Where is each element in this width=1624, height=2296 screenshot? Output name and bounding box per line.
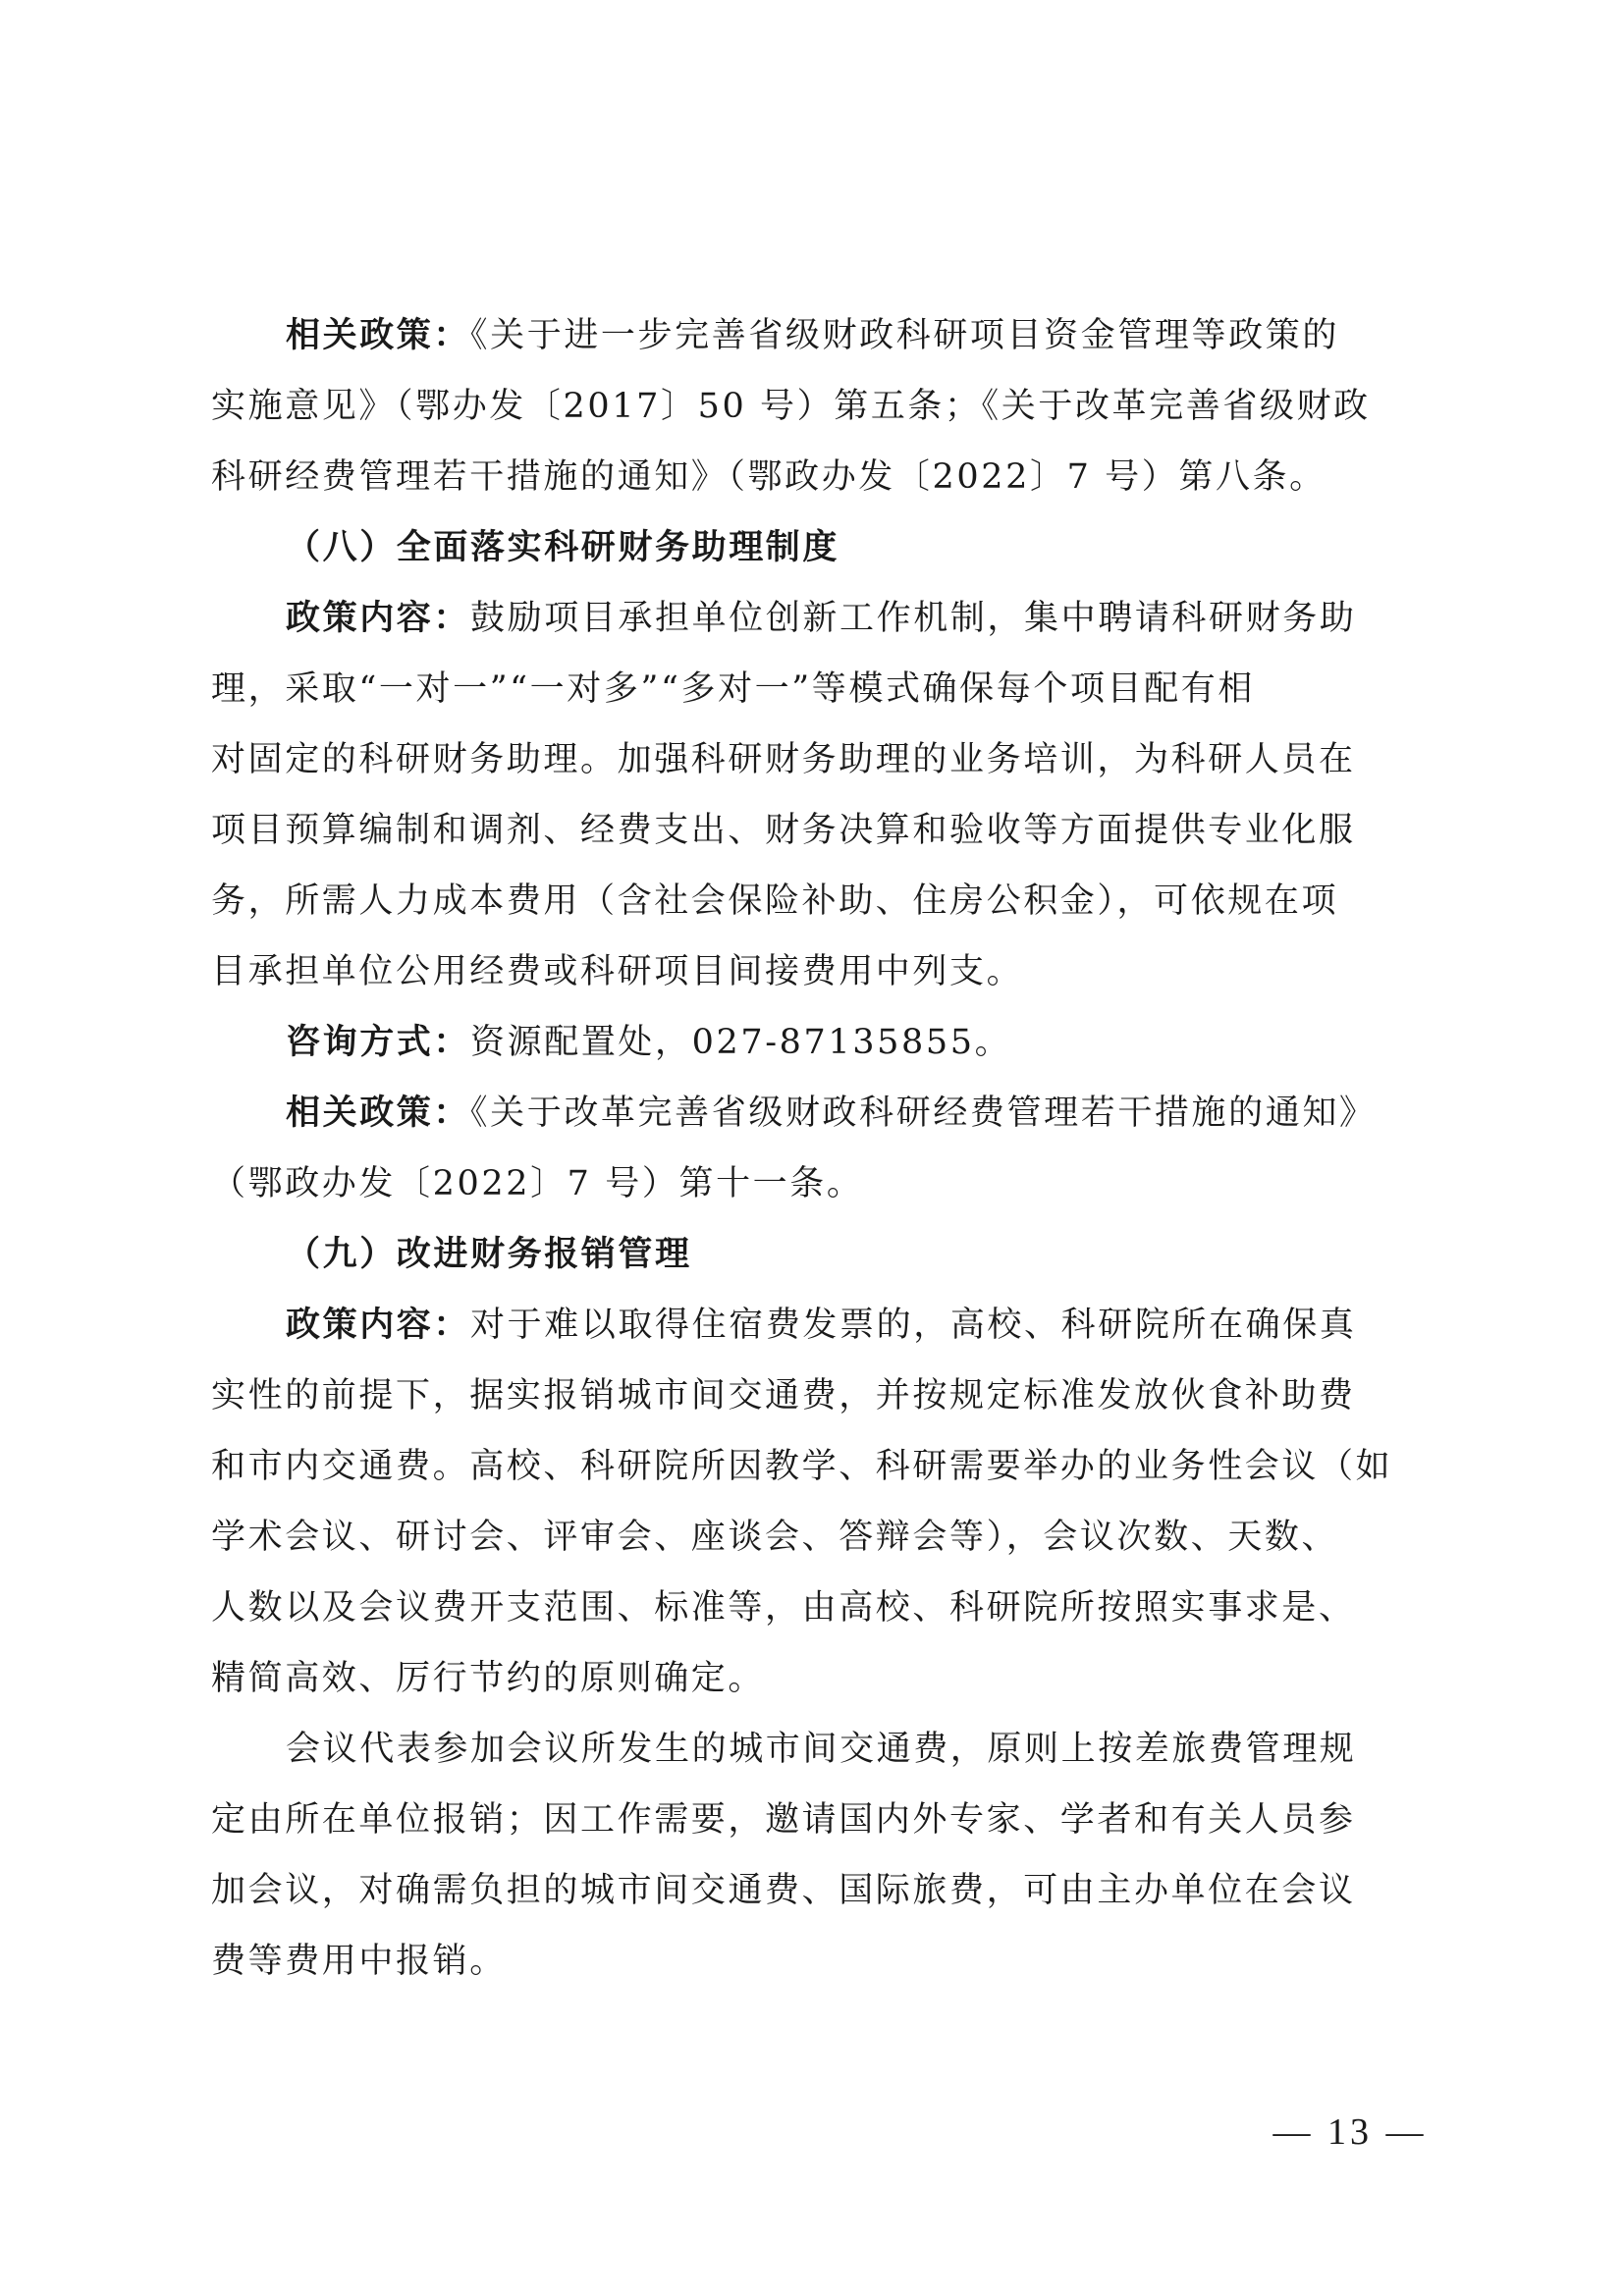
- paragraph-9b-line-3: 加会议，对确需负担的城市间交通费、国际旅费，可由主办单位在会议: [211, 1871, 1356, 1910]
- content-9-label: 政策内容：: [286, 1306, 471, 1345]
- content-9-text-1: 对于难以取得住宿费发票的，高校、科研院所在确保真: [470, 1306, 1357, 1345]
- policy-ref-8-line-2: （鄂政办发〔2022〕7 号）第十一条。: [211, 1164, 864, 1203]
- section-heading-9: （九）改进财务报销管理: [286, 1235, 692, 1274]
- policy-ref-8-line-1: [286, 1092, 1419, 1135]
- policy-ref-a-label: 相关政策：: [286, 316, 471, 355]
- policy-ref-a-text-1: 《关于进一步完善省级财政科研项目资金管理等政策的: [470, 316, 1339, 355]
- paragraph-9b-line-2: 定由所在单位报销；因工作需要，邀请国内外专家、学者和有关人员参: [211, 1800, 1356, 1840]
- paragraph-9b-line-4: 费等费用中报销。: [211, 1942, 507, 1981]
- consult-8-text: 资源配置处，027-87135855。: [470, 1023, 1012, 1062]
- content-9-line-4: 学术会议、研讨会、评审会、座谈会、答辩会等），会议次数、天数、: [211, 1518, 1339, 1557]
- content-8-line-3: 对固定的科研财务助理。加强科研财务助理的业务培训，为科研人员在: [211, 740, 1356, 779]
- paragraph-9b-line-1: 会议代表参加会议所发生的城市间交通费，原则上按差旅费管理规: [286, 1730, 1357, 1769]
- section-heading-8: （八）全面落实科研财务助理制度: [286, 528, 840, 567]
- content-9-line-5: 人数以及会议费开支范围、标准等，由高校、科研院所按照实事求是、: [211, 1588, 1356, 1628]
- content-8-line-1: [286, 597, 1419, 640]
- content-9-line-6: 精简高效、厉行节约的原则确定。: [211, 1659, 766, 1698]
- content-8-line-5: 务，所需人力成本费用（含社会保险补助、住房公积金），可依规在项: [211, 881, 1339, 921]
- content-8-line-4: 项目预算编制和调剂、经费支出、财务决算和验收等方面提供专业化服: [211, 811, 1356, 850]
- consult-8-label: 咨询方式：: [286, 1023, 471, 1062]
- content-8-line-2: 理，采取“一对一”“一对多”“多对一”等模式确保每个项目配有相: [211, 669, 1255, 709]
- page-number: — 13 —: [1272, 2111, 1428, 2153]
- content-8-text-1: 鼓励项目承担单位创新工作机制，集中聘请科研财务助: [470, 599, 1357, 638]
- policy-ref-a-line-2: 实施意见》（鄂办发〔2017〕50 号）第五条；《关于改革完善省级财政: [211, 387, 1371, 426]
- policy-ref-8-text-1: 《关于改革完善省级财政科研经费管理若干措施的通知》: [470, 1094, 1377, 1133]
- consult-8-line: [286, 1021, 1419, 1064]
- policy-ref-8-label: 相关政策：: [286, 1094, 471, 1133]
- content-9-line-3: 和市内交通费。高校、科研院所因教学、科研需要举办的业务性会议（如: [211, 1447, 1393, 1486]
- policy-ref-a-line-3: 科研经费管理若干措施的通知》（鄂政办发〔2022〕7 号）第八条。: [211, 457, 1326, 497]
- content-8-label: 政策内容：: [286, 599, 471, 638]
- policy-ref-a-line-1: [286, 314, 1419, 357]
- content-9-line-2: 实性的前提下，据实报销城市间交通费，并按规定标准发放伙食补助费: [211, 1376, 1356, 1415]
- content-9-line-1: [286, 1304, 1419, 1347]
- content-8-line-6: 目承担单位公用经费或科研项目间接费用中列支。: [211, 952, 1024, 991]
